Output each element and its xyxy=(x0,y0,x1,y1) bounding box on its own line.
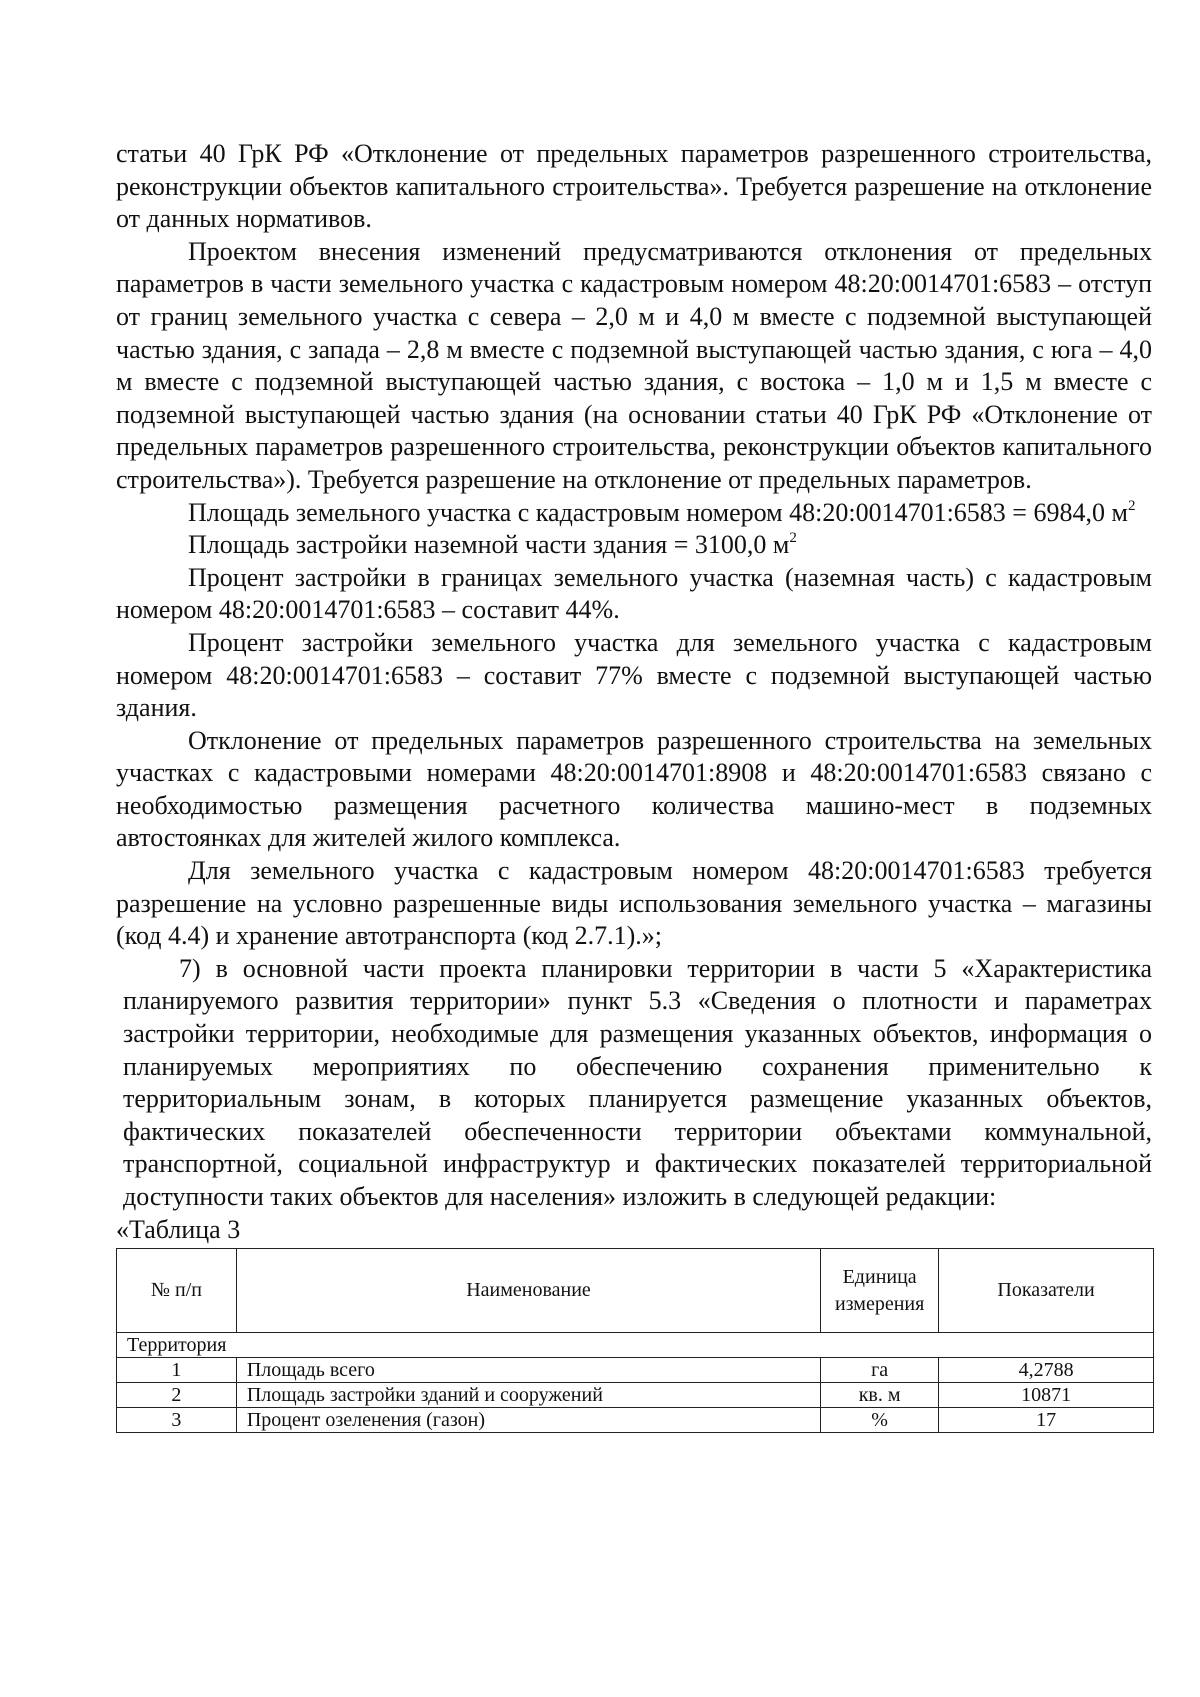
paragraph-coverage-total: Процент застройки земельного участка для земельного участка с кадастровым номером 48:20:0014701:6583 – составит 77% вместе с подземной выступающей частью здания. xyxy=(116,627,1152,723)
header-unit: Единица измерения xyxy=(821,1249,939,1333)
cell-name: Площадь застройки зданий и сооружений xyxy=(236,1383,820,1408)
plot-area-text: Площадь земельного участка с кадастровым номером 48:20:0014701:6583 = 6984,0 м xyxy=(188,497,1128,527)
indicators-table xyxy=(116,1248,1154,1433)
cell-value: 4,2788 xyxy=(939,1358,1154,1383)
cell-name: Площадь всего xyxy=(236,1358,820,1383)
cell-unit: га xyxy=(821,1358,939,1383)
header-name: Наименование xyxy=(236,1249,820,1333)
building-area-text: Площадь застройки наземной части здания = 3100,0 м xyxy=(188,530,790,560)
paragraph-deviations: Проектом внесения изменений предусматриваются отклонения от предельных параметров в части земельного участка с кадастровым номером 48:20:0014701:6583 – отступ от границ земельного участка с севера – 2,0 м и 4,0 м вместе с подземной выступающей частью здания, с запада – 2,8 м вместе с подземной выступающей частью здания, с юга – 4,0 м вместе с подземной выступающей частью здания, с востока – 1,0 м и 1,5 м вместе с подземной выступающей частью здания (на основании статьи 40 ГрК РФ «Отклонение от предельных параметров разрешенного строительства, реконструкции объектов капитального строительства»). Требуется разрешение на отклонение от предельных параметров. xyxy=(116,236,1152,494)
section-label: Территория xyxy=(117,1333,1154,1358)
paragraph-building-area xyxy=(116,529,1152,562)
paragraph-deviation-reason: Отклонение от предельных параметров разрешенного строительства на земельных участках с кадастровыми номерами 48:20:0014701:8908 и 48:20:0014701:6583 связано с необходимостью размещения расчетного количества машино-мест в подземных автостоянках для жителей жилого комплекса. xyxy=(116,725,1152,853)
cell-num: 2 xyxy=(117,1383,237,1408)
cell-num: 3 xyxy=(117,1408,237,1433)
header-value: Показатели xyxy=(939,1249,1154,1333)
table-section-row xyxy=(117,1333,1154,1358)
paragraph-continuation: статьи 40 ГрК РФ «Отклонение от предельных параметров разрешенного строительства, реконструкции объектов капитального строительства». Требуется разрешение на отклонение от данных нормативов. xyxy=(116,139,1152,234)
paragraph-plot-area xyxy=(116,497,1152,530)
cell-num: 1 xyxy=(117,1358,237,1383)
table-row xyxy=(117,1383,1154,1408)
table-row xyxy=(117,1358,1154,1383)
paragraph-permitted-use: Для земельного участка с кадастровым номером 48:20:0014701:6583 требуется разрешение на условно разрешенные виды использования земельного участка – магазины (код 4.4) и хранение автотранспорта (код 2.7.1).»; xyxy=(116,856,1152,951)
paragraph-item-7: 7) в основной части проекта планировки территории в части 5 «Характеристика планируемого развития территории» пункт 5.3 «Сведения о плотности и параметрах застройки территории, необходимые для размещения указанных объектов, информация о планируемых мероприятиях по обеспечению сохранения применительно к территориальным зонам, в которых планируется размещение указанных объектов, фактических показателей обеспеченности территории объектами коммунальной, транспортной, социальной инфраструктур и фактических показателей территориальной доступности таких объектов для населения» изложить в следующей редакции: xyxy=(123,953,1152,1211)
cell-unit: % xyxy=(821,1408,939,1433)
cell-value: 10871 xyxy=(939,1383,1154,1408)
paragraph-coverage-ground: Процент застройки в границах земельного участка (наземная часть) с кадастровым номером 48:20:0014701:6583 – составит 44%. xyxy=(116,562,1152,625)
superscript-2: 2 xyxy=(789,530,797,547)
cell-name: Процент озеленения (газон) xyxy=(236,1408,820,1433)
table-header-row xyxy=(117,1249,1154,1333)
header-num: № п/п xyxy=(117,1249,237,1333)
table-caption: «Таблица 3 xyxy=(116,1214,241,1244)
document-page xyxy=(116,138,1152,1433)
table-row xyxy=(117,1408,1154,1433)
cell-value: 17 xyxy=(939,1408,1154,1433)
superscript-2: 2 xyxy=(1127,497,1136,514)
cell-unit: кв. м xyxy=(821,1383,939,1408)
